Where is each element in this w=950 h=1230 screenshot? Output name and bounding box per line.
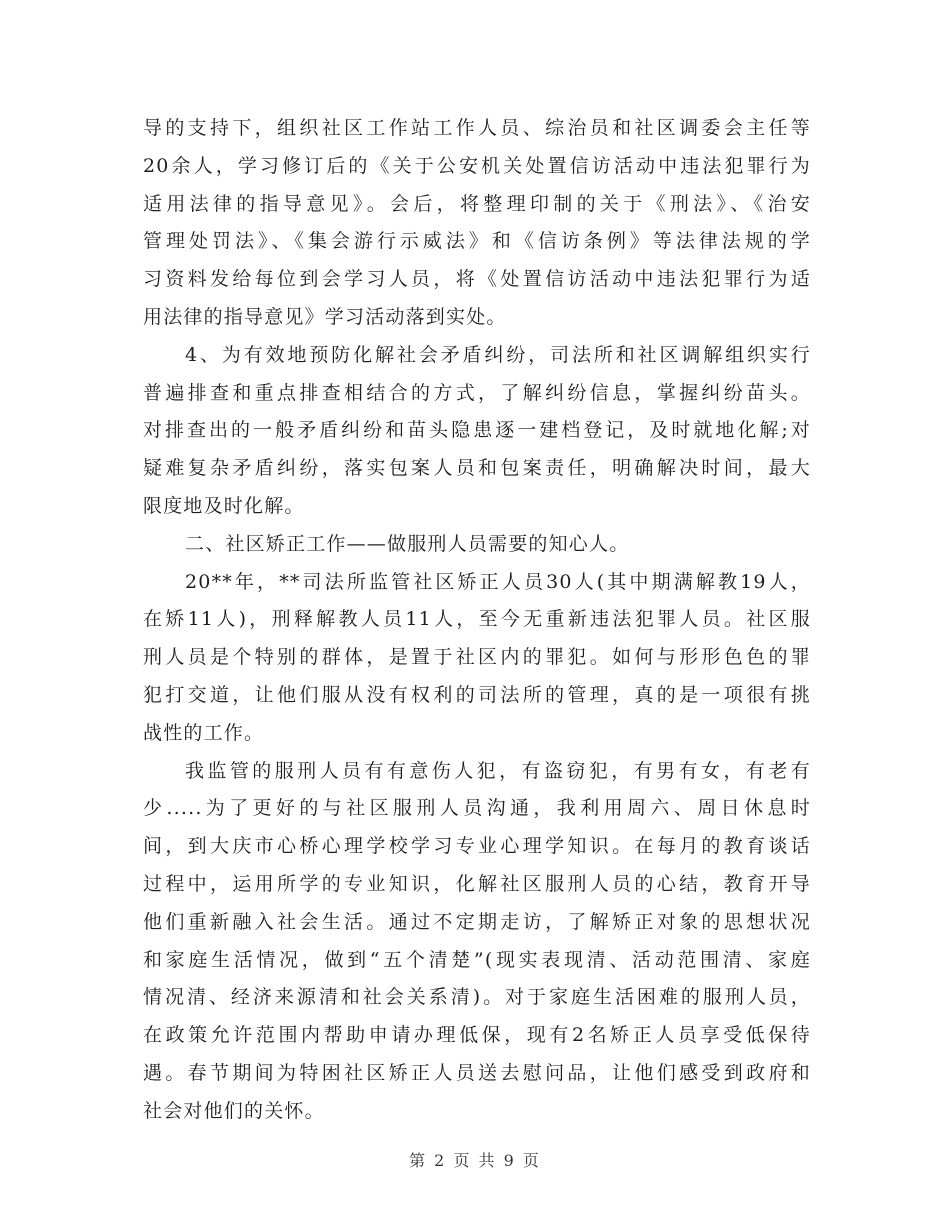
text-line: 他们重新融入社会生活。通过不定期走访，了解矫正对象的思想状况	[143, 910, 811, 933]
text-line: 少.....为了更好的与社区服刑人员沟通，我利用周六、周日休息时	[143, 797, 811, 820]
text-line: 限度地及时化解。	[143, 494, 305, 517]
text-line: 导的支持下，组织社区工作站工作人员、综治员和社区调委会主任等	[143, 117, 811, 139]
text-line: 社会对他们的关怀。	[143, 1099, 325, 1122]
text-line: 过程中，运用所学的专业知识，化解社区服刑人员的心结，教育开导	[143, 872, 811, 895]
section-heading: 二、社区矫正工作——做服刑人员需要的知心人。	[185, 532, 630, 555]
text-line: 对排查出的一般矛盾纠纷和苗头隐患逐一建档登记，及时就地化解;对	[143, 419, 811, 442]
text-line: 和家庭生活情况，做到“五个清楚”(现实表现清、活动范围清、家庭	[143, 948, 811, 971]
text-line: 用法律的指导意见》学习活动落到实处。	[143, 305, 507, 328]
document-body	[143, 110, 811, 1131]
text-line: 4、为有效地预防化解社会矛盾纠纷，司法所和社区调解组织实行	[185, 343, 811, 366]
text-line: 战性的工作。	[143, 721, 265, 744]
text-line: 习资料发给每位到会学习人员，将《处置信访活动中违法犯罪行为适	[143, 268, 811, 291]
text-line: 在政策允许范围内帮助申请办理低保，现有2名矫正人员享受低保待	[143, 1024, 811, 1047]
text-line: 间，到大庆市心桥心理学校学习专业心理学知识。在每月的教育谈话	[143, 835, 811, 858]
text-line: 遇。春节期间为特困社区矫正人员送去慰问品，让他们感受到政府和	[143, 1061, 811, 1084]
text-line: 情况清、经济来源清和社会关系清)。对于家庭生活困难的服刑人员，	[143, 986, 811, 1009]
text-line: 20**年，**司法所监管社区矫正人员30人(其中期满解教19人，	[185, 570, 811, 593]
text-line: 刑人员是个特别的群体，是置于社区内的罪犯。如何与形形色色的罪	[143, 646, 811, 669]
text-line: 普遍排查和重点排查相结合的方式，了解纠纷信息，掌握纠纷苗头。	[143, 381, 811, 404]
text-line: 适用法律的指导意见》。会后，将整理印制的关于《刑法》、《治安	[143, 192, 811, 215]
text-line: 我监管的服刑人员有有意伤人犯，有盗窃犯，有男有女，有老有	[185, 759, 811, 782]
text-line: 在矫11人)，刑释解教人员11人，至今无重新违法犯罪人员。社区服	[143, 608, 811, 631]
text-line: 管理处罚法》、《集会游行示威法》和《信访条例》等法律法规的学	[143, 230, 811, 253]
text-line: 犯打交道，让他们服从没有权利的司法所的管理，真的是一项很有挑	[143, 683, 811, 706]
text-line: 20余人，学习修订后的《关于公安机关处置信访活动中违法犯罪行为	[143, 154, 811, 177]
page-number-footer: 第 2 页 共 9 页	[409, 1151, 541, 1170]
text-line: 疑难复杂矛盾纠纷，落实包案人员和包案责任，明确解决时间，最大	[143, 457, 811, 480]
